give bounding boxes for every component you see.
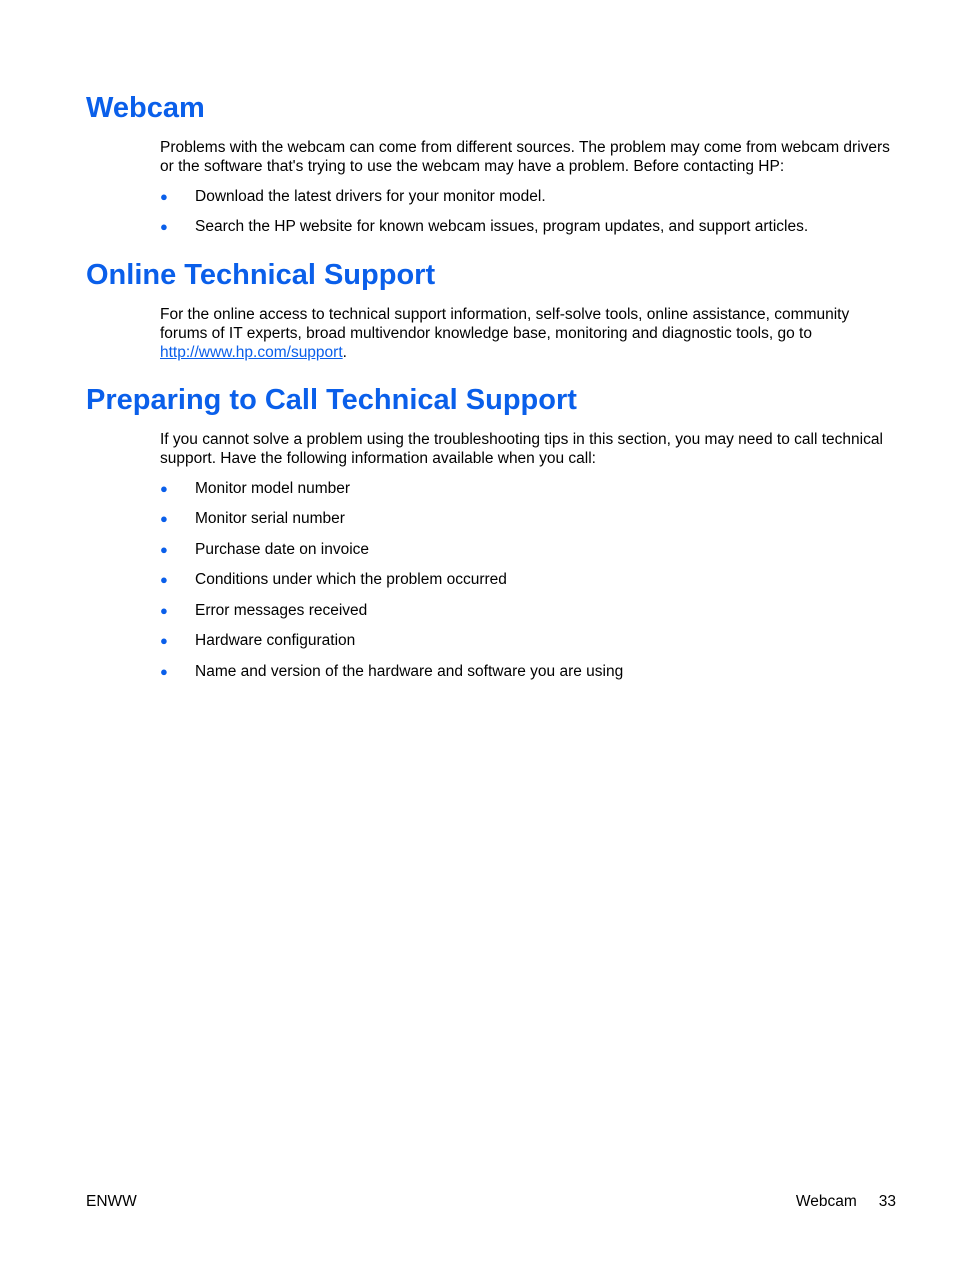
- heading-online-technical-support: Online Technical Support: [86, 259, 436, 291]
- bullet-icon: ●: [160, 511, 168, 526]
- list-item: [160, 187, 890, 207]
- bullet-icon: ●: [160, 481, 168, 496]
- bullet-icon: ●: [160, 219, 168, 234]
- list-item-text: Name and version of the hardware and software you are using: [195, 663, 624, 680]
- bullet-icon: ●: [160, 603, 168, 618]
- list-item-text: Monitor serial number: [195, 510, 345, 527]
- list-item: [160, 631, 890, 651]
- bullet-icon: ●: [160, 633, 168, 648]
- list-item: [160, 662, 890, 682]
- heading-webcam: Webcam: [86, 92, 205, 124]
- list-item-text: Hardware configuration: [195, 632, 356, 649]
- list-item-text: Purchase date on invoice: [195, 541, 370, 558]
- list-item: [160, 479, 890, 499]
- online-support-paragraph: [160, 305, 890, 362]
- online-support-text-end: .: [342, 344, 347, 361]
- bullet-icon: ●: [160, 664, 168, 679]
- bullet-icon: ●: [160, 572, 168, 587]
- list-item-text: Search the HP website for known webcam issues, program updates, and support articles.: [195, 218, 809, 235]
- footer-right: [796, 1192, 896, 1212]
- list-item-text: Monitor model number: [195, 480, 351, 497]
- hp-support-link[interactable]: http://www.hp.com/support: [160, 344, 343, 361]
- list-item-text: Download the latest drivers for your monitor model.: [195, 188, 546, 205]
- footer-left: ENWW: [86, 1193, 137, 1210]
- list-item-text: Error messages received: [195, 602, 368, 619]
- online-support-text: For the online access to technical support information, self-solve tools, online assistance, community forums of IT experts, broad multivendor knowledge base, monitoring and diagnostic tools, go to: [160, 306, 850, 342]
- list-item: [160, 217, 890, 237]
- list-item-text: Conditions under which the problem occurred: [195, 571, 507, 588]
- bullet-icon: ●: [160, 189, 168, 204]
- list-item: [160, 540, 890, 560]
- webcam-intro-paragraph: Problems with the webcam can come from different sources. The problem may come from webcam drivers or the software that's trying to use the webcam may have a problem. Before contacting HP:: [160, 139, 890, 175]
- preparing-intro-paragraph: If you cannot solve a problem using the troubleshooting tips in this section, you may need to call technical support. Have the following information available when you call:: [160, 431, 883, 467]
- list-item: [160, 601, 890, 621]
- list-item: [160, 509, 890, 529]
- bullet-icon: ●: [160, 542, 168, 557]
- list-item: [160, 570, 890, 590]
- page-number: 33: [878, 1193, 896, 1210]
- heading-preparing-to-call: Preparing to Call Technical Support: [86, 384, 577, 416]
- footer-section-name: Webcam: [795, 1193, 857, 1210]
